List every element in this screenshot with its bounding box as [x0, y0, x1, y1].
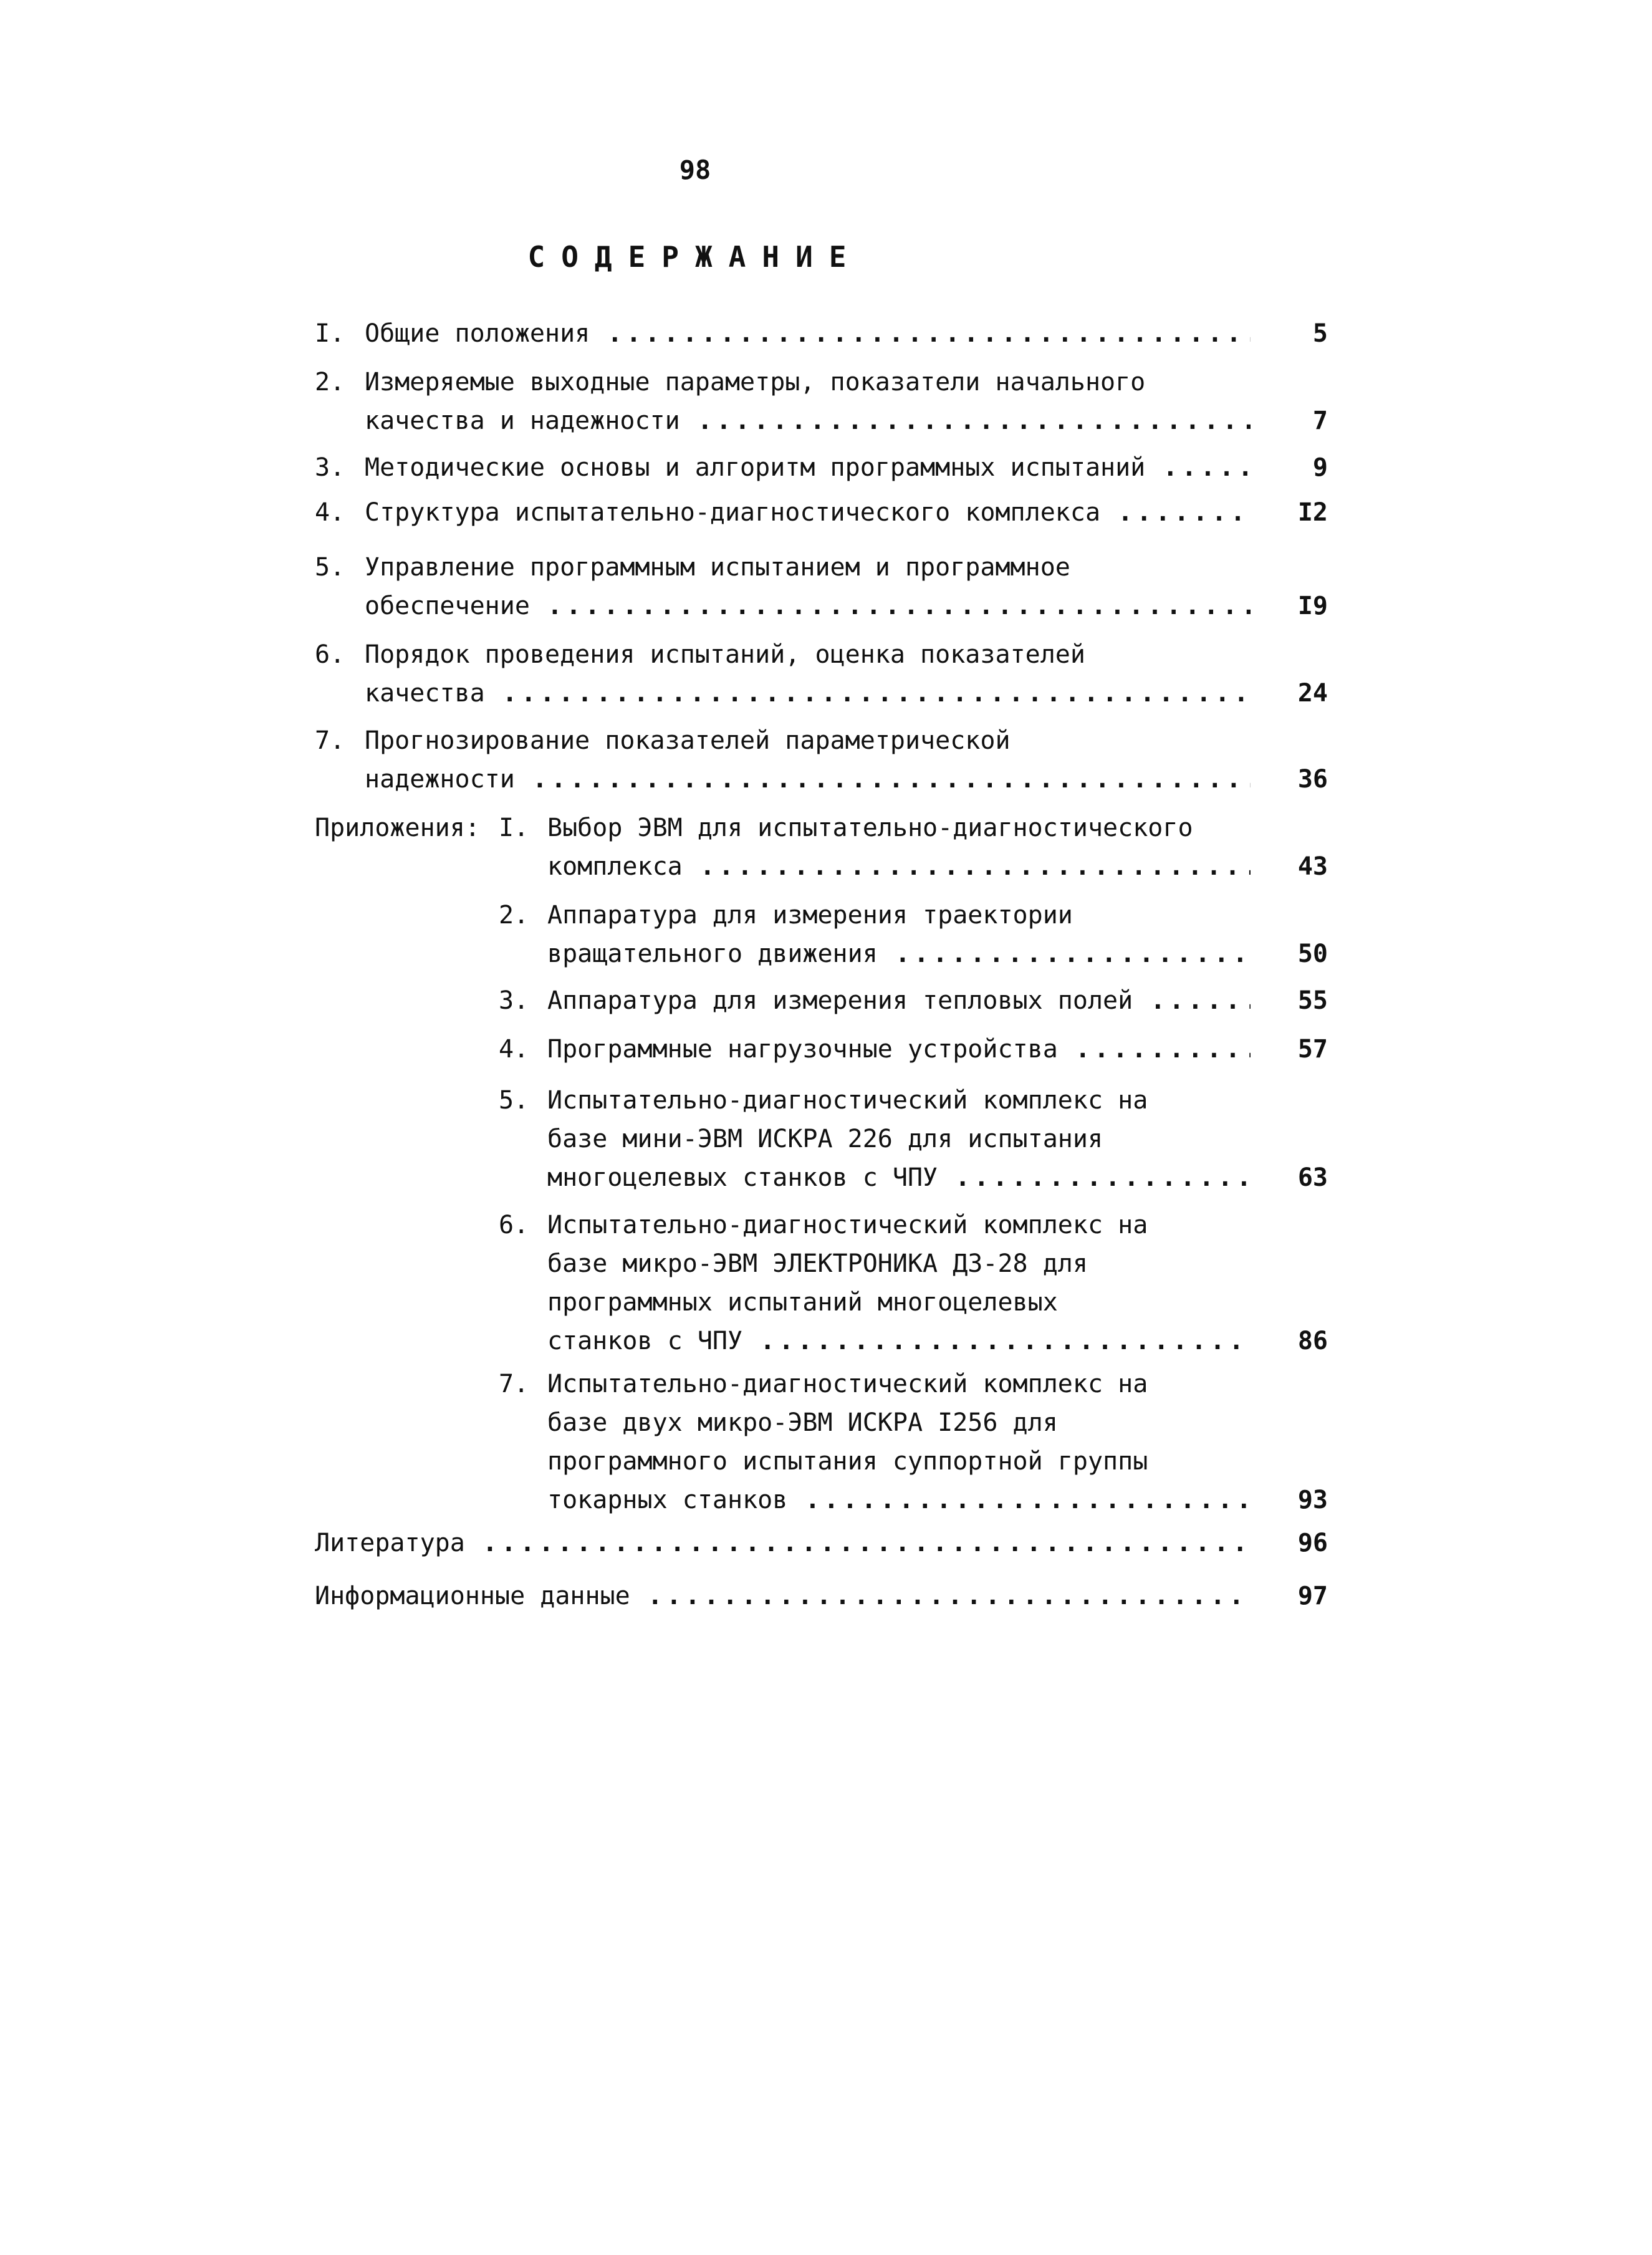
toc-section-line — [365, 549, 1259, 586]
toc-section-line — [365, 363, 1259, 401]
toc-section-page-number: 7 — [1312, 406, 1328, 435]
toc-section-text: качества и надежности — [365, 406, 680, 435]
appendix-text: Аппаратура для измерения тепловых полей — [547, 986, 1133, 1015]
appendix-line — [547, 1031, 1259, 1068]
toc-tail-page-number: 96 — [1297, 1529, 1328, 1557]
appendix-text: Испытательно-диагностический комплекс на — [547, 1086, 1148, 1115]
appendix-line — [547, 1443, 1259, 1480]
appendix-line — [547, 1322, 1259, 1360]
appendix-page-number: 57 — [1297, 1035, 1328, 1064]
appendix-text: станков с ЧПУ — [547, 1327, 743, 1355]
dot-leader — [760, 1322, 1251, 1360]
appendix-line — [547, 897, 1259, 934]
appendix-text: Аппаратура для измерения траектории — [547, 901, 1073, 930]
appendix-number: I. — [499, 814, 529, 842]
toc-section-line — [365, 449, 1259, 486]
toc-section-text: Измеряемые выходные параметры, показатели начального — [365, 368, 1146, 397]
dot-leader — [895, 935, 1251, 973]
toc-section-line — [365, 761, 1259, 798]
appendix-page-number: 86 — [1297, 1327, 1328, 1355]
appendix-line — [547, 982, 1259, 1019]
toc-tail-line — [315, 1577, 1259, 1615]
toc-section-text: обеспечение — [365, 592, 530, 620]
toc-section-number: 7. — [315, 726, 345, 755]
dot-leader — [532, 761, 1251, 798]
appendix-number: 4. — [499, 1035, 529, 1064]
toc-tail-line — [315, 1524, 1259, 1562]
appendix-line — [547, 1082, 1259, 1119]
toc-section-number: 6. — [315, 640, 345, 669]
dot-leader — [502, 675, 1251, 712]
appendix-text: Испытательно-диагностический комплекс на — [547, 1370, 1148, 1398]
appendix-page-number: 93 — [1297, 1486, 1328, 1514]
toc-section-number: 3. — [315, 453, 345, 482]
appendix-page-number: 55 — [1297, 986, 1328, 1015]
appendix-page-number: 63 — [1297, 1163, 1328, 1192]
appendix-text: программных испытаний многоцелевых — [547, 1288, 1058, 1317]
page-number: 98 — [679, 155, 711, 185]
appendix-line — [547, 809, 1259, 847]
toc-section-text: Структура испытательно-диагностического комплекса — [365, 498, 1101, 527]
toc-section-page-number: I9 — [1297, 592, 1328, 620]
toc-section-line — [365, 315, 1259, 352]
toc-tail-text: Информационные данные — [315, 1582, 630, 1610]
toc-section-line — [365, 722, 1259, 759]
appendix-line — [547, 935, 1259, 973]
toc-section-number: I. — [315, 319, 345, 348]
appendix-text: Программные нагрузочные устройства — [547, 1035, 1058, 1064]
toc-section-page-number: I2 — [1297, 498, 1328, 527]
appendix-text: комплекса — [547, 852, 683, 881]
appendix-line — [547, 1245, 1259, 1282]
appendix-label: Приложения: — [315, 814, 480, 842]
dot-leader — [648, 1577, 1251, 1615]
appendix-text: базе микро-ЭВМ ЭЛЕКТРОНИКА ДЗ-28 для — [547, 1249, 1088, 1278]
appendix-page-number: 43 — [1297, 852, 1328, 881]
toc-section-line — [365, 675, 1259, 712]
toc-tail-text: Литература — [315, 1529, 465, 1557]
appendix-line — [547, 848, 1259, 885]
appendix-number: 3. — [499, 986, 529, 1015]
toc-section-line — [365, 402, 1259, 440]
toc-section-text: Общие положения — [365, 319, 590, 348]
dot-leader — [607, 315, 1251, 352]
dot-leader — [1150, 982, 1251, 1019]
appendix-line — [547, 1404, 1259, 1441]
toc-section-text: Порядок проведения испытаний, оценка показателей — [365, 640, 1085, 669]
toc-section-line — [365, 494, 1259, 531]
toc-section-number: 2. — [315, 368, 345, 397]
appendix-page-number: 50 — [1297, 940, 1328, 968]
toc-title: СОДЕРЖАНИЕ — [527, 240, 863, 274]
appendix-text: Выбор ЭВМ для испытательно-диагностического — [547, 814, 1193, 842]
dot-leader — [483, 1524, 1251, 1562]
appendix-text: Испытательно-диагностический комплекс на — [547, 1211, 1148, 1239]
appendix-line — [547, 1206, 1259, 1244]
appendix-text: базе двух микро-ЭВМ ИСКРА I256 для — [547, 1408, 1058, 1437]
appendix-number: 5. — [499, 1086, 529, 1115]
appendix-text: многоцелевых станков с ЧПУ — [547, 1163, 938, 1192]
toc-section-page-number: 36 — [1297, 765, 1328, 794]
appendix-text: базе мини-ЭВМ ИСКРА 226 для испытания — [547, 1125, 1103, 1153]
toc-section-text: качества — [365, 679, 485, 708]
dot-leader — [1163, 449, 1251, 486]
dot-leader — [700, 848, 1251, 885]
dot-leader — [1118, 494, 1251, 531]
toc-section-line — [365, 636, 1259, 673]
appendix-number: 7. — [499, 1370, 529, 1398]
toc-section-text: Методические основы и алгоритм программных испытаний — [365, 453, 1146, 482]
appendix-text: программного испытания суппортной группы — [547, 1447, 1148, 1476]
appendix-line — [547, 1284, 1259, 1321]
appendix-line — [547, 1365, 1259, 1403]
toc-section-number: 5. — [315, 553, 345, 582]
dot-leader — [1075, 1031, 1251, 1068]
dot-leader — [547, 587, 1251, 625]
dot-leader — [698, 402, 1251, 440]
appendix-line — [547, 1120, 1259, 1158]
toc-section-number: 4. — [315, 498, 345, 527]
toc-section-text: Управление программным испытанием и программное — [365, 553, 1070, 582]
appendix-line — [547, 1159, 1259, 1196]
toc-section-page-number: 9 — [1312, 453, 1328, 482]
appendix-number: 6. — [499, 1211, 529, 1239]
appendix-line — [547, 1481, 1259, 1519]
toc-section-text: надежности — [365, 765, 515, 794]
toc-section-text: Прогнозирование показателей параметрической — [365, 726, 1011, 755]
appendix-number: 2. — [499, 901, 529, 930]
appendix-text: токарных станков — [547, 1486, 788, 1514]
dot-leader — [955, 1159, 1251, 1196]
toc-tail-page-number: 97 — [1297, 1582, 1328, 1610]
toc-section-page-number: 5 — [1312, 319, 1328, 348]
dot-leader — [805, 1481, 1251, 1519]
toc-section-line — [365, 587, 1259, 625]
toc-section-page-number: 24 — [1297, 679, 1328, 708]
appendix-text: вращательного движения — [547, 940, 878, 968]
